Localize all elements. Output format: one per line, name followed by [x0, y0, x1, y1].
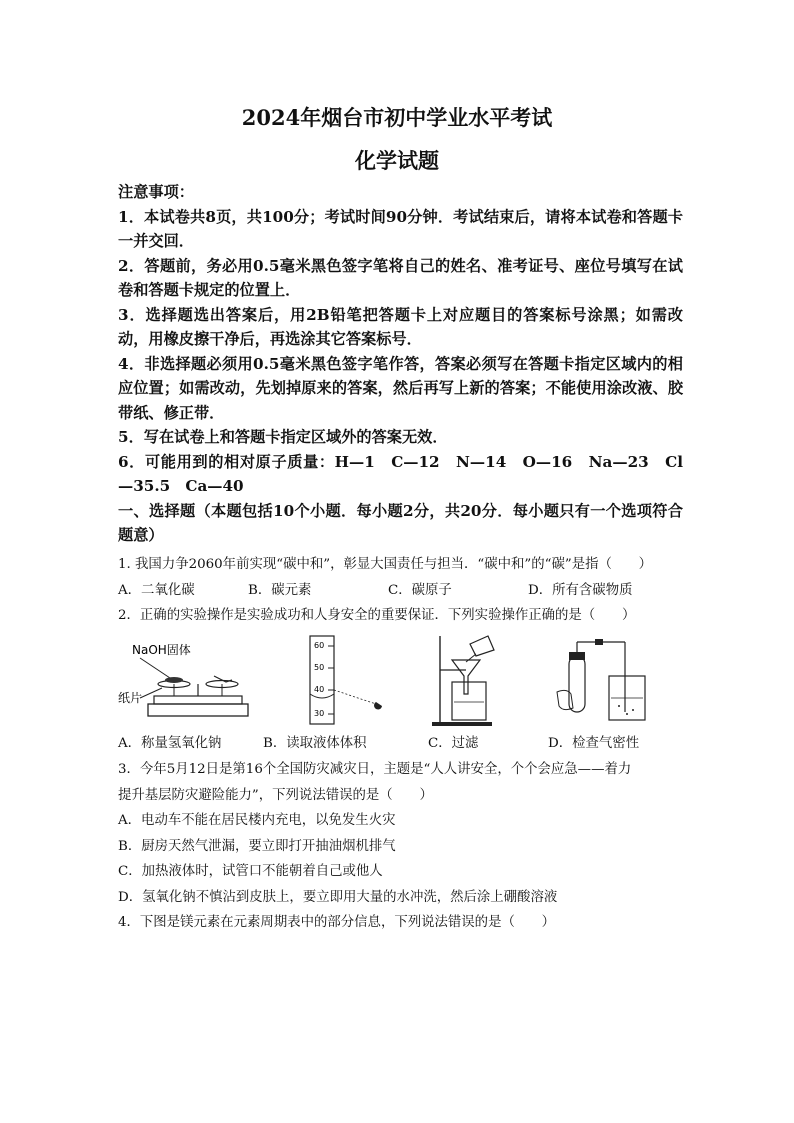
- naoh-label: NaOH固体: [132, 643, 191, 657]
- option-d[interactable]: D．氢氧化钠不慎沾到皮肤上，要立即用大量的水冲洗，然后涂上硼酸溶液: [118, 889, 558, 905]
- notes-heading: 注意事项：: [118, 183, 194, 201]
- q2-option-row: [118, 732, 683, 751]
- note-item: 2．答题前，务必用0.5毫米黑色签字笔将自己的姓名、准考证号、座位号填写在试卷和答题卡规定的位置上．: [118, 256, 683, 299]
- option-b[interactable]: B．读取液体体积: [263, 736, 367, 751]
- question-1: [118, 552, 683, 629]
- option-b[interactable]: B．厨房天然气泄漏，要立即打开抽油烟机排气: [118, 838, 396, 854]
- question-stem-cont: 提升基层防灾避险能力”，下列说法错误的是（ ）: [118, 787, 433, 803]
- option-b[interactable]: B．碳元素: [248, 582, 312, 598]
- question-stem: 2．正确的实验操作是实验成功和人身安全的重要保证．下列实验操作正确的是（ ）: [118, 608, 636, 623]
- question-4-stem: 4．下图是镁元素在元素周期表中的部分信息，下列说法错误的是（ ）: [118, 915, 556, 930]
- option-c[interactable]: C．过滤: [428, 736, 479, 751]
- note-item: 1．本试卷共8页，共100分；考试时间90分钟．考试结束后，请将本试卷和答题卡一并交回．: [118, 207, 683, 250]
- tick-50: 50: [314, 663, 325, 672]
- section-heading: 一、选择题（本题包括10个小题．每小题2分，共20分．每小题只有一个选项符合题意）: [118, 501, 683, 544]
- page-subtitle: 化学试题: [355, 148, 439, 173]
- tick-60: 60: [314, 641, 325, 650]
- cylinder-figure: [298, 632, 398, 728]
- balance-figure: [118, 632, 258, 728]
- option-d[interactable]: D．所有含碳物质: [528, 582, 633, 598]
- question-stem: 1. 我国力争2060年前实现“碳中和”，彰显大国责任与担当．“碳中和”的“碳”是指（ ）: [118, 557, 653, 572]
- option-d[interactable]: D．检查气密性: [548, 736, 640, 751]
- notes-block: [118, 180, 683, 548]
- option-a[interactable]: A．二氧化碳: [118, 582, 195, 598]
- tick-40: 40: [314, 685, 325, 694]
- tick-30: 30: [314, 709, 325, 718]
- airtight-figure: [553, 632, 673, 728]
- filter-figure: [426, 632, 536, 728]
- question-3: [118, 757, 683, 936]
- option-c[interactable]: C．碳原子: [388, 582, 452, 598]
- q2-figures: [118, 632, 683, 728]
- option-c[interactable]: C．加热液体时，试管口不能朝着自己或他人: [118, 864, 383, 879]
- paper-label: 纸片: [118, 691, 143, 705]
- note-item: 5．写在试卷上和答题卡指定区域外的答案无效．: [118, 428, 448, 446]
- note-item: 6．可能用到的相对原子质量：H—1 C—12 N—14 O—16 Na—23 Cl—35.5 Ca—40: [118, 452, 683, 495]
- option-row: [118, 578, 683, 604]
- option-a[interactable]: A．称量氢氧化钠: [118, 736, 222, 751]
- option-a[interactable]: A．电动车不能在居民楼内充电，以免发生火灾: [118, 813, 396, 828]
- page-title: 2024年烟台市初中学业水平考试: [241, 105, 553, 130]
- note-item: 3．选择题选出答案后，用2B铅笔把答题卡上对应题目的答案标号涂黑；如需改动，用橡皮擦干净后，再选涂其它答案标号．: [118, 305, 683, 348]
- question-stem: 3．今年5月12日是第16个全国防灾减灾日，主题是“人人讲安全，个个会应急——着力: [118, 762, 632, 777]
- note-item: 4．非选择题必须用0.5毫米黑色签字笔作答，答案必须写在答题卡指定区域内的相应位置；如需改动，先划掉原来的答案，然后再写上新的答案；不能使用涂改液、胶带纸、修正带．: [118, 354, 683, 422]
